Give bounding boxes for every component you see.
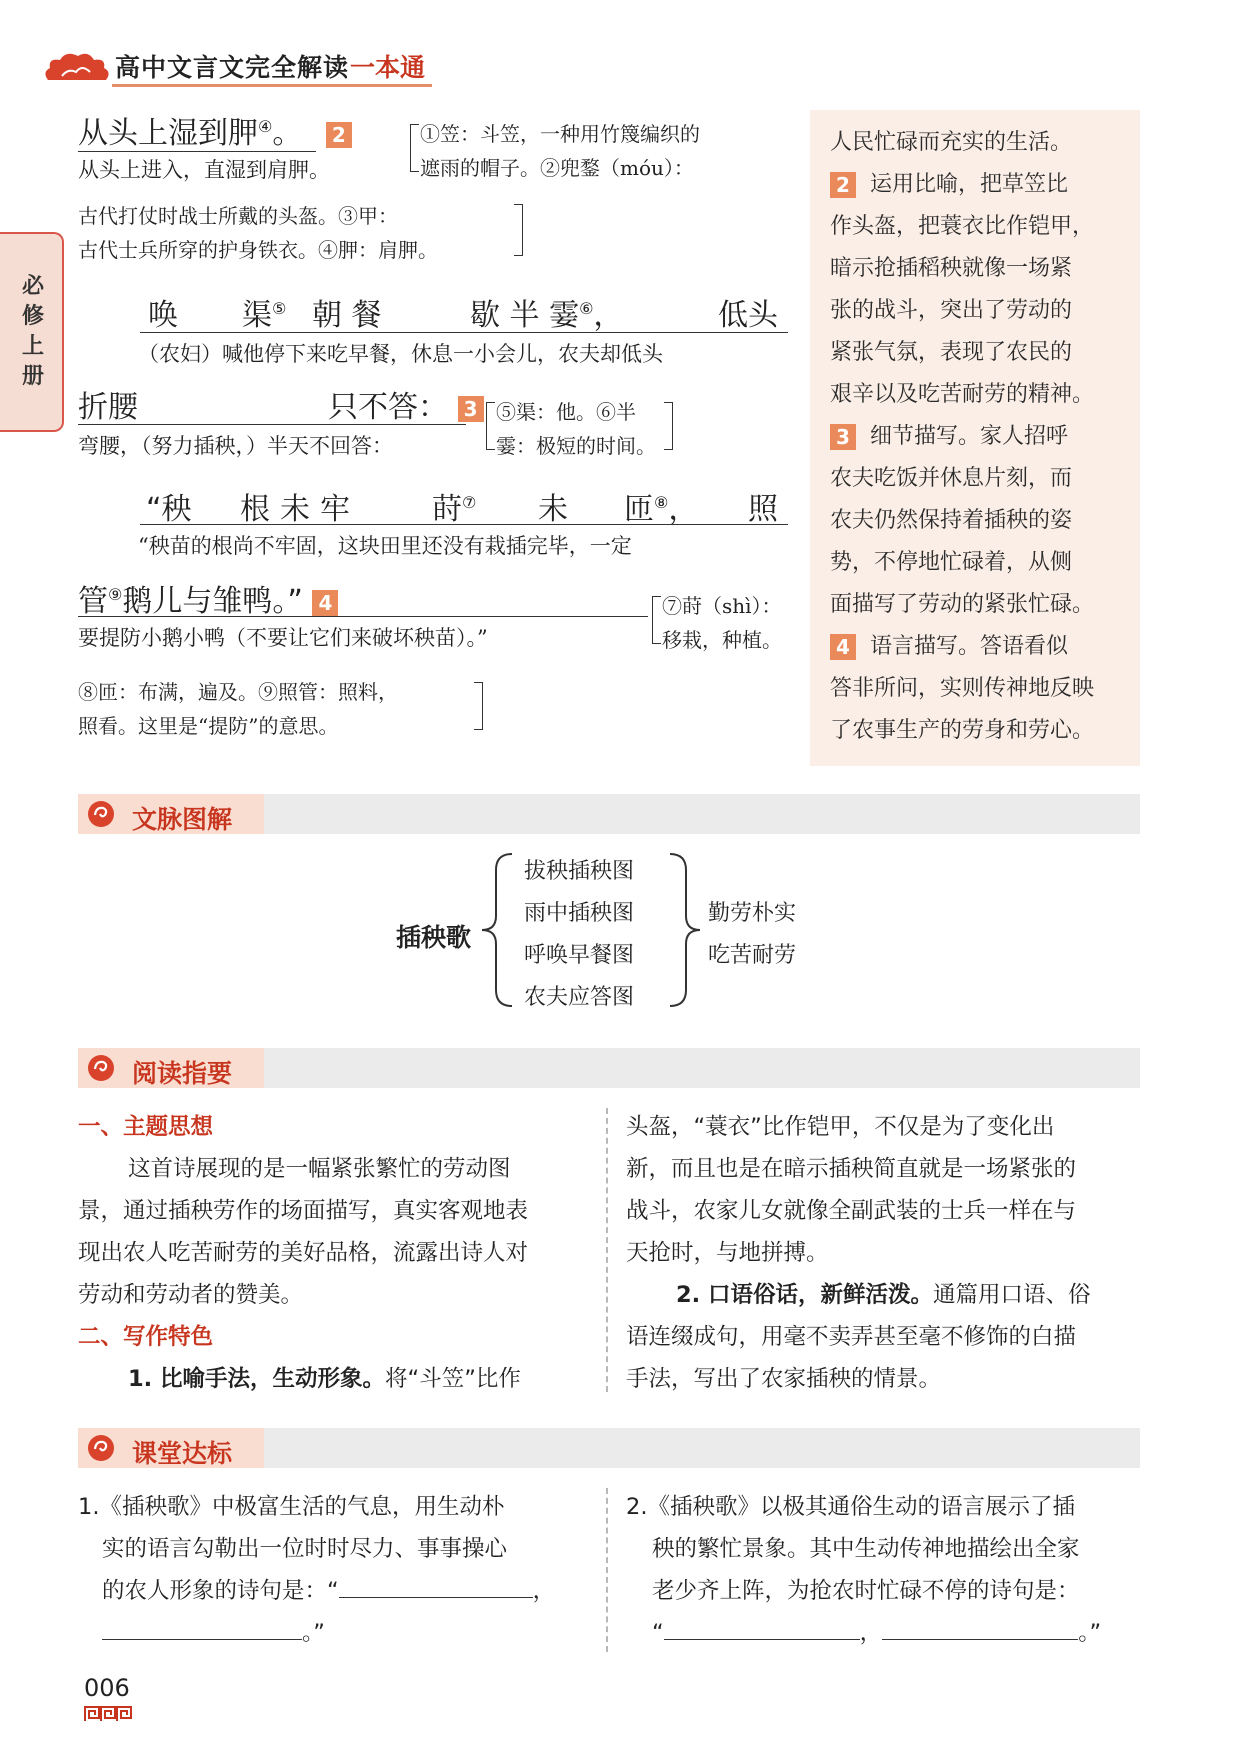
column-divider (606, 1108, 608, 1392)
diagram-item: 农夫应答图 (524, 985, 635, 1010)
diagram-item: 雨中插秧图 (524, 901, 635, 926)
annotation-line: 农夫仍然保持着插秧的姿 (830, 508, 1073, 533)
right-brace-icon (664, 850, 704, 1010)
poem-line-4e: 匝⑧， (624, 492, 699, 527)
poem-underline (140, 332, 788, 333)
question-1-line: 的农人形象的诗句是：“ ， (102, 1570, 555, 1612)
note-badge-2[interactable]: 2 (326, 122, 352, 148)
poem-underline (78, 616, 648, 617)
annotation-badge-3: 3 (830, 424, 856, 450)
note-1d: 古代士兵所穿的护身铁衣。④胛：肩胛。 (78, 238, 438, 262)
poem-line-4b: 根未牢 (240, 492, 360, 527)
section-title-diagram: 文脉图解 (132, 805, 233, 834)
note-bracket (486, 402, 495, 450)
left-brace-icon (478, 850, 518, 1010)
answer-blank-2b[interactable] (882, 1615, 1078, 1640)
paragraph-line: 天抢时，与地拼搏。 (626, 1240, 829, 1266)
note-badge-4[interactable]: 4 (312, 590, 338, 616)
annotation-badge-4: 4 (830, 634, 856, 660)
translation-2: （农妇）喊他停下来吃早餐，休息一小会儿，农夫却低头 (138, 342, 663, 366)
column-divider (606, 1488, 608, 1652)
question-2-line: 2.《插秧歌》以极其通俗生动的语言展示了插 (626, 1494, 1075, 1520)
translation-1: 从头上进入，直湿到肩胛。 (78, 158, 330, 182)
annotation-line: 紧张气氛，表现了农民的 (830, 340, 1073, 365)
annotation-line: 作头盔，把蓑衣比作铠甲， (830, 214, 1095, 239)
annotation-line: 面描写了劳动的紧张忙碌。 (830, 592, 1095, 617)
poem-line-4d: 未 (538, 492, 568, 527)
annotation-line: 张的战斗，突出了劳动的 (830, 298, 1073, 323)
paragraph-line: 战斗，农家儿女就像全副武装的士兵一样在与 (626, 1198, 1077, 1224)
note-bracket (652, 596, 661, 644)
translation-4: “秧苗的根尚不牢固，这块田里还没有栽插完毕，一定 (138, 534, 632, 558)
annotation-line: 4 语言描写。答语看似 (830, 626, 1068, 668)
poem-line-2c: 朝 餐 (312, 298, 382, 333)
paragraph-line: 2. 口语俗话，新鲜活泼。通篇用口语、俗 (676, 1282, 1091, 1308)
page-number: 006 (84, 1674, 130, 1702)
note-bracket (514, 204, 523, 256)
swirl-icon (86, 1433, 116, 1463)
annotation-line: 农夫吃饭并休息片刻，而 (830, 466, 1073, 491)
heading-theme: 一、主题思想 (78, 1114, 214, 1140)
poem-line-2a: 唤 (148, 298, 178, 333)
annotation-line: 艰辛以及吃苦耐劳的精神。 (830, 382, 1095, 407)
paragraph-line: 头盔，“蓑衣”比作铠甲，不仅是为了变化出 (626, 1114, 1055, 1140)
paragraph-line: 新，而且也是在暗示插秧简直就是一场紧张的 (626, 1156, 1077, 1182)
poem-line-4g: 照 (748, 492, 778, 527)
answer-blank-1a[interactable] (339, 1573, 533, 1598)
heading-features: 二、写作特色 (78, 1324, 214, 1350)
annotation-badge-2: 2 (830, 172, 856, 198)
annotation-line: 3 细节描写。家人招呼 (830, 416, 1068, 458)
question-1-line: 。” (102, 1612, 325, 1654)
fret-ornament-icon (84, 1706, 132, 1722)
book-subtitle: 一本通 (350, 53, 426, 82)
annotation-line: 势，不停地忙碌着，从侧 (830, 550, 1073, 575)
translation-5: 要提防小鹅小鸭（不要让它们来破坏秧苗）。” (78, 626, 488, 650)
note-1c: 古代打仗时战士所戴的头盔。③甲： (78, 204, 398, 228)
annotation-line: 人民忙碌而充实的生活。 (830, 130, 1073, 155)
note-5b: 移栽，种植。 (662, 628, 782, 652)
poem-underline (78, 424, 466, 425)
annotation-line: 暗示抢插稻秧就像一场紧 (830, 256, 1073, 281)
poem-line-3b: 只不答： 3 (328, 382, 484, 426)
diagram-item: 呼唤早餐图 (524, 943, 635, 968)
note-1a: ①笠：斗笠，一种用竹篾编织的 (420, 122, 700, 146)
poem-line-1: 从头上湿到胛④。 2 (78, 108, 352, 152)
paragraph-line: 景，通过插秧劳作的场面描写，真实客观地表 (78, 1198, 529, 1224)
swirl-icon (86, 799, 116, 829)
question-2-line: 老少齐上阵，为抢农时忙碌不停的诗句是： (652, 1578, 1080, 1604)
diagram-item: 拔秧插秧图 (524, 859, 635, 884)
poem-line-4c: 莳⑦ (432, 492, 477, 527)
swirl-icon (86, 1053, 116, 1083)
translation-3: 弯腰，（努力插秧，）半天不回答： (78, 434, 393, 458)
paragraph-line: 劳动和劳动者的赞美。 (78, 1282, 304, 1308)
poem-line-4a: “秧 (146, 492, 192, 527)
diagram-theme: 勤劳朴实 (708, 901, 797, 926)
note-6b: 照看。这里是“提防”的意思。 (78, 714, 339, 738)
annotation-line: 2 运用比喻，把草笠比 (830, 164, 1068, 206)
paragraph-line: 语连缀成句，用毫不卖弄甚至毫不修饰的白描 (626, 1324, 1077, 1350)
note-bracket (474, 682, 483, 730)
section-title-reading: 阅读指要 (132, 1059, 233, 1088)
header-underline (112, 84, 432, 87)
poem-underline (140, 524, 788, 525)
note-bracket (410, 124, 419, 172)
poem-line-5: 管⑨鹅儿与雏鸭。” 4 (78, 576, 338, 620)
poem-line-2d: 歇 半 霎⑥， (470, 298, 624, 333)
book-title: 高中文言文完全解读 (115, 53, 350, 82)
answer-blank-2a[interactable] (664, 1615, 860, 1640)
answer-blank-1b[interactable] (102, 1615, 302, 1640)
note-badge-3[interactable]: 3 (458, 396, 484, 422)
question-2-line: 秧的繁忙景象。其中生动传神地描绘出全家 (652, 1536, 1080, 1562)
cloud-logo-icon (42, 50, 112, 86)
paragraph-line: 1. 比喻手法，生动形象。将“斗笠”比作 (128, 1366, 521, 1392)
note-3a: ⑤渠：他。⑥半 (496, 400, 636, 424)
note-3b: 霎：极短的时间。 (496, 434, 656, 458)
note-bracket (664, 402, 673, 450)
side-tab-label: 必修上册 (22, 274, 45, 389)
question-1-line: 实的语言勾勒出一位时时尽力、事事操心 (102, 1536, 508, 1562)
diagram-theme: 吃苦耐劳 (708, 943, 797, 968)
poem-line-3a: 折腰 (78, 390, 138, 425)
question-2-line: “ ， 。” (652, 1612, 1101, 1654)
question-1-line: 1.《插秧歌》中极富生活的气息，用生动朴 (78, 1494, 505, 1520)
note-5a: ⑦莳（shì）： (662, 594, 782, 618)
paragraph-line: 这首诗展现的是一幅紧张繁忙的劳动图 (128, 1156, 511, 1182)
paragraph-line: 现出农人吃苦耐劳的美好品格，流露出诗人对 (78, 1240, 529, 1266)
poem-line-2f: 低头 (718, 298, 778, 333)
note-6a: ⑧匝：布满，遍及。⑨照管：照料， (78, 680, 398, 704)
paragraph-line: 手法，写出了农家插秧的情景。 (626, 1366, 942, 1392)
diagram-root: 插秧歌 (396, 923, 472, 952)
annotation-line: 了农事生产的劳身和劳心。 (830, 718, 1095, 743)
poem-line-2b: 渠⑤ (242, 298, 287, 333)
annotation-line: 答非所问，实则传神地反映 (830, 676, 1095, 701)
note-1b: 遮雨的帽子。②兜鍪（móu）： (420, 156, 694, 180)
section-title-exercise: 课堂达标 (132, 1439, 233, 1468)
